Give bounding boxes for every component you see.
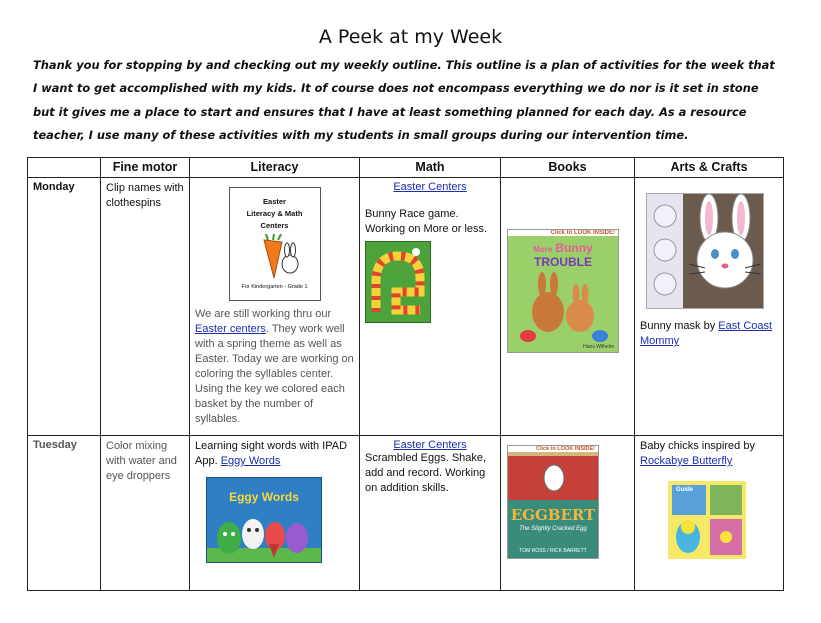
- app-title: Eggy Words: [229, 490, 299, 504]
- look-inside-banner: Click to LOOK INSIDE!: [508, 446, 598, 452]
- day-label: Monday: [33, 181, 75, 193]
- header-row: [28, 158, 784, 178]
- easter-centers-link[interactable]: Easter Centers: [393, 181, 467, 193]
- books-cell: [501, 178, 635, 436]
- cover-line-3: Centers: [260, 221, 289, 230]
- fine-motor-text: Color mixing with water and eye droppers: [106, 440, 177, 482]
- easter-centers-link[interactable]: Easter centers: [195, 323, 266, 335]
- east-coast-mommy-link[interactable]: East Coast Mommy: [640, 320, 773, 347]
- easter-centers-link[interactable]: Easter Centers: [393, 439, 467, 451]
- arts-crafts-cell: [635, 178, 784, 436]
- literacy-text-post: . They work well with a spring theme as well as Easter. Today we are working on coloring the syllables center. Using the key we colored each basket by the number of syllables.: [195, 323, 354, 425]
- math-text: Scrambled Eggs. Shake, add and record. Working on addition skills.: [365, 452, 487, 494]
- book-author: TOM ROSS / RICK BARRETT: [519, 548, 587, 554]
- carrot-bunny-icon: [250, 234, 300, 282]
- header-fine-motor: Fine motor: [101, 158, 190, 178]
- more-bunny-trouble-book-image[interactable]: [507, 229, 619, 353]
- fine-motor-cell: [101, 436, 190, 591]
- book-title: EGGBERT: [510, 506, 596, 524]
- intro-paragraph: Thank you for stopping by and checking out my weekly outline. This outline is a plan of activities for the week that I want to get accomplished with my kids. It of course does not encompass everything we do nor is it set in stone but it gives me a place to start and ensures that I have at least something planned for each day. As a resource teacher, I use many of these activities with my students in small groups during our intervention time.: [33, 58, 775, 143]
- look-inside-banner: Click to LOOK INSIDE!: [508, 230, 618, 236]
- literacy-text-pre: Learning sight words with IPAD App.: [195, 440, 348, 467]
- egg-characters-icon: [207, 504, 321, 563]
- table-row-tuesday: [28, 436, 784, 591]
- eggy-words-app-image[interactable]: [206, 477, 322, 563]
- day-cell-monday: [28, 178, 101, 436]
- bunny-mask-image[interactable]: [646, 193, 764, 309]
- book-subtitle: The Slightly Cracked Egg: [519, 526, 587, 532]
- weekly-plan-table: [27, 157, 784, 591]
- arts-text: [640, 439, 778, 469]
- baby-chicks-image[interactable]: [668, 481, 746, 559]
- literacy-cell: [190, 178, 360, 436]
- game-path-icon: [366, 242, 430, 322]
- book-title-1: More: [533, 245, 553, 254]
- bunny-race-game-image[interactable]: [365, 241, 431, 323]
- header-blank: [28, 158, 101, 178]
- eggbert-illustration-icon: [508, 446, 598, 558]
- arts-text-pre: Bunny mask by: [640, 320, 719, 332]
- books-cell: [501, 436, 635, 591]
- header-literacy: Literacy: [190, 158, 360, 178]
- arts-text-pre: Baby chicks inspired by: [640, 440, 755, 452]
- easter-centers-cover-image[interactable]: [229, 187, 321, 301]
- header-math: Math: [360, 158, 501, 178]
- header-books: Books: [501, 158, 635, 178]
- cover-line-1: Easter: [263, 197, 286, 206]
- book-author: Hans Wilhelm: [583, 344, 614, 350]
- eggbert-book-image[interactable]: [507, 445, 599, 559]
- fine-motor-text: Clip names with clothespins: [106, 182, 184, 209]
- bunnies-illustration-icon: [508, 272, 618, 342]
- math-text: Bunny Race game. Working on More or less.: [365, 208, 488, 235]
- book-title-3: TROUBLE: [534, 255, 592, 269]
- rockabye-butterfly-link[interactable]: Rockabye Butterfly: [640, 455, 733, 467]
- chicks-label: Guide: [676, 487, 694, 493]
- literacy-cell: [190, 436, 360, 591]
- fine-motor-cell: [101, 178, 190, 436]
- literacy-text-pre: We are still working thru our: [195, 308, 332, 320]
- bunny-mask-icon: [647, 194, 763, 308]
- cover-line-2: Literacy & Math: [246, 209, 303, 218]
- arts-crafts-cell: [635, 436, 784, 591]
- literacy-text: [195, 439, 354, 469]
- day-cell-tuesday: [28, 436, 101, 591]
- math-cell: [360, 178, 501, 436]
- arts-text: [640, 319, 778, 349]
- cover-footer: For Kindergarten - Grade 1: [241, 284, 308, 290]
- math-cell: [360, 436, 501, 591]
- literacy-text: [195, 307, 354, 427]
- book-title-2: Bunny: [555, 241, 593, 255]
- day-label: Tuesday: [33, 439, 77, 451]
- table-row-monday: [28, 178, 784, 436]
- eggy-words-link[interactable]: Eggy Words: [220, 455, 281, 467]
- header-arts-crafts: Arts & Crafts: [635, 158, 784, 178]
- page-title: A Peek at my Week: [318, 26, 503, 48]
